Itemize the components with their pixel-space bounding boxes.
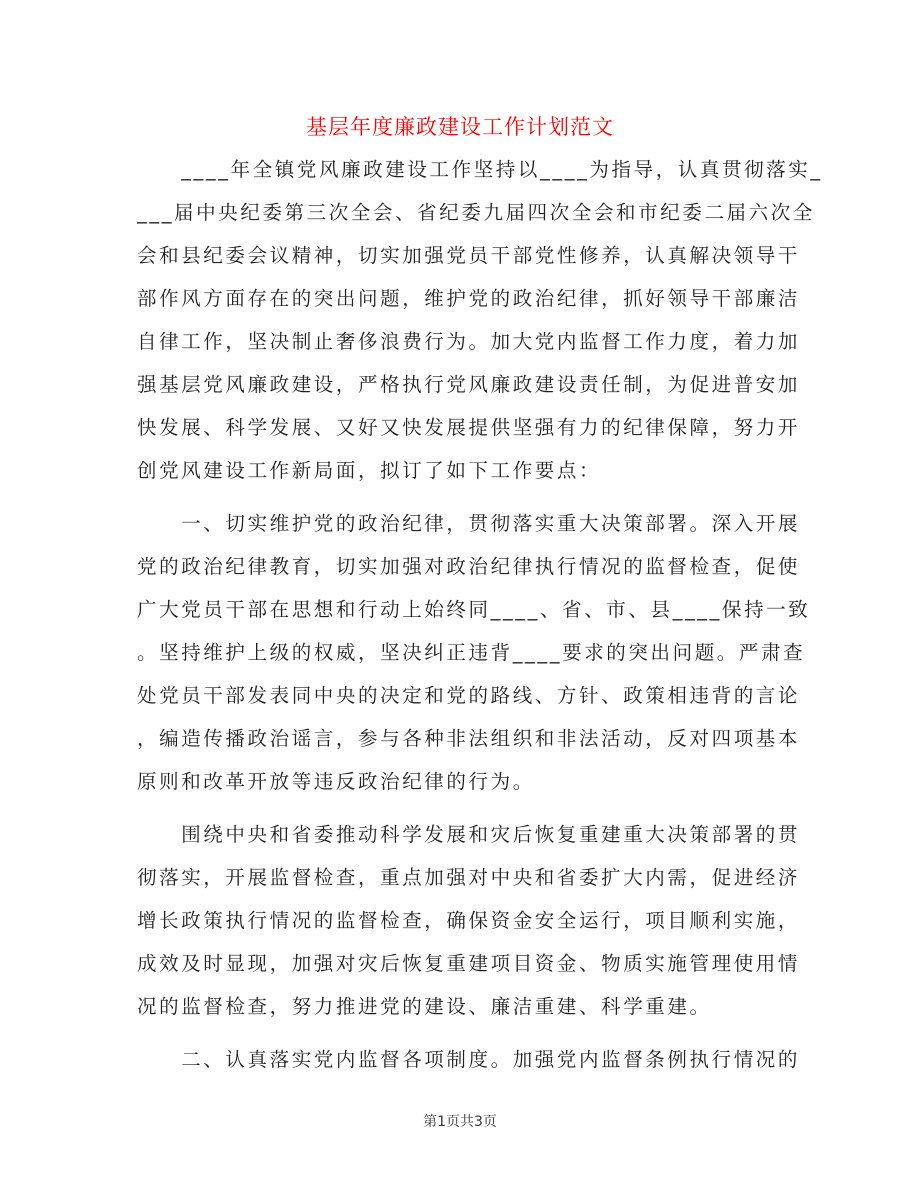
- text-line: ，编造传播政治谣言，参与各种非法组织和非法活动，反对四项基本: [137, 727, 801, 750]
- section-heading-1: 一、切实维护党的政治纪律，贯彻落实重大决策部署。深入开展: [137, 512, 801, 535]
- page-indicator: 第1页共3页: [423, 1114, 497, 1130]
- text-line: 彻落实，开展监督检查，重点加强对中央和省委扩大内需，促进经济: [137, 866, 801, 889]
- text-line: 。坚持维护上级的权威，坚决纠正违背____要求的突出问题。严肃查: [137, 641, 806, 664]
- text-line: 成效及时显现，加强对灾后恢复重建项目资金、物质实施管理使用情: [137, 952, 801, 975]
- text-line: ____年全镇党风廉政建设工作坚持以____为指导，认真贯彻落实_: [137, 158, 823, 181]
- section-heading-2: 二、认真落实党内监督各项制度。加强党内监督条例执行情况的: [137, 1048, 801, 1071]
- text-line: 原则和改革开放等违反政治纪律的行为。: [137, 770, 535, 793]
- text-line: 广大党员干部在思想和行动上始终同____、省、市、县____保持一致: [137, 598, 811, 621]
- text-line: 创党风建设工作新局面，拟订了如下工作要点：: [137, 459, 602, 482]
- text-line: 快发展、科学发展、又好又快发展提供坚强有力的纪律保障，努力开: [137, 416, 801, 439]
- text-line: ___届中央纪委第三次全会、省纪委九届四次全会和市纪委二届六次全: [137, 201, 815, 224]
- text-line: 况的监督检查，努力推进党的建设、廉洁重建、科学重建。: [137, 995, 712, 1018]
- text-line: 自律工作，坚决制止奢侈浪费行为。加大党内监督工作力度，着力加: [137, 330, 801, 353]
- text-line: 增长政策执行情况的监督检查，确保资金安全运行，项目顺利实施，: [137, 909, 801, 932]
- text-line: 部作风方面存在的突出问题，维护党的政治纪律，抓好领导干部廉洁: [137, 287, 801, 310]
- text-line: 党的政治纪律教育，切实加强对政治纪律执行情况的监督检查，促使: [137, 555, 801, 578]
- text-line: 强基层党风廉政建设，严格执行党风廉政建设责任制，为促进普安加: [137, 373, 801, 396]
- document-title: 基层年度廉政建设工作计划范文: [306, 115, 614, 139]
- text-line: 处党员干部发表同中央的决定和党的路线、方针、政策相违背的言论: [137, 684, 801, 707]
- text-line: 围绕中央和省委推动科学发展和灾后恢复重建重大决策部署的贯: [137, 823, 801, 846]
- text-line: 会和县纪委会议精神，切实加强党员干部党性修养，认真解决领导干: [137, 244, 801, 267]
